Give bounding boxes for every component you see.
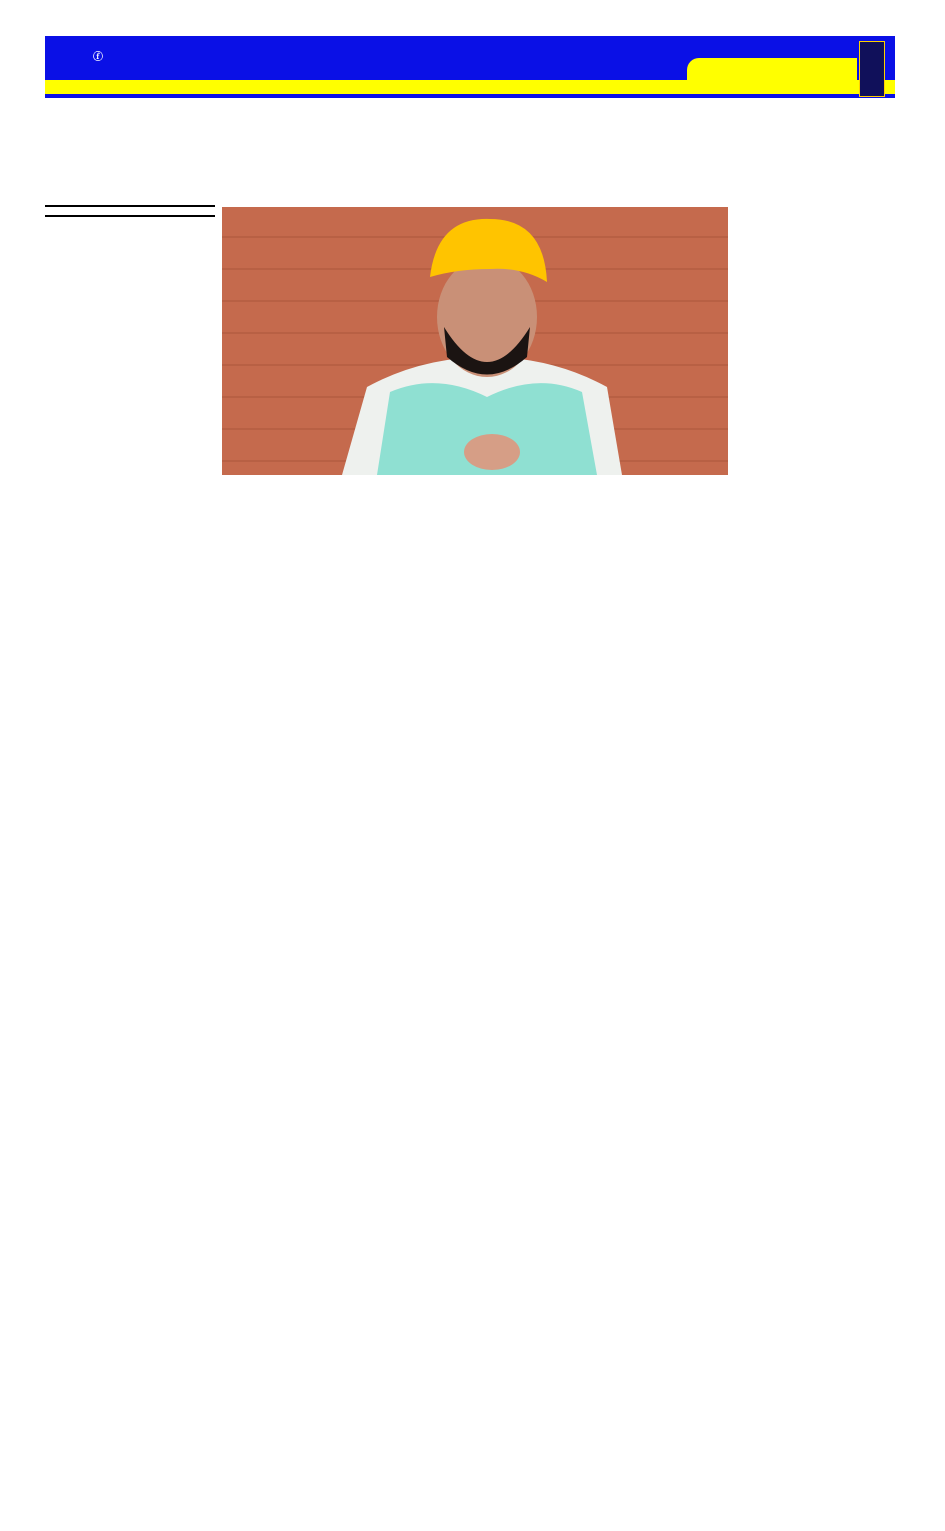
facebook-icon: ⓕ: [93, 52, 103, 63]
photo-bhagwant-mann: [222, 207, 728, 475]
portrait-image: [222, 207, 728, 475]
main-dateline: [45, 205, 215, 217]
social-handle[interactable]: [93, 48, 103, 63]
badge-news: [862, 42, 882, 45]
masthead-rule: [45, 94, 895, 98]
brand-badge: [859, 41, 885, 97]
masthead: [45, 36, 895, 98]
main-col-1: [40, 255, 215, 259]
main-col-2: [222, 482, 467, 486]
edition-tab: [687, 58, 857, 94]
